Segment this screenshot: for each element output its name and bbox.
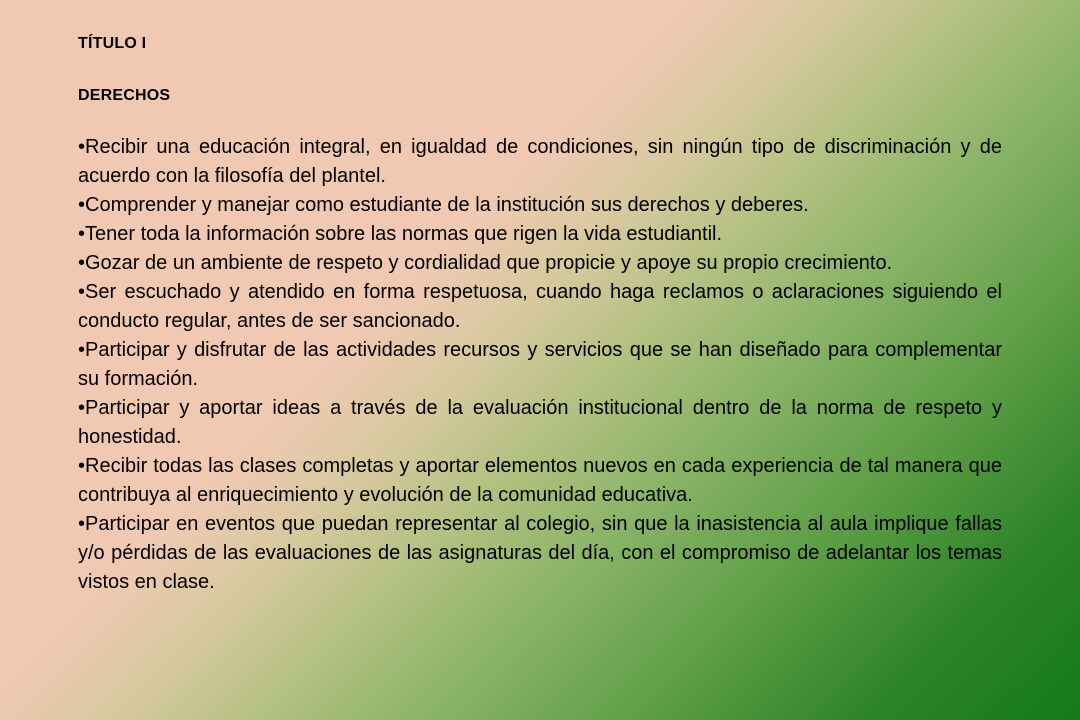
right-item: •Ser escuchado y atendido en forma respetuosa, cuando haga reclamos o aclaraciones siguiendo el conducto regular, antes de ser sancionado. <box>78 281 1002 332</box>
slide <box>78 0 1002 720</box>
right-item: •Recibir una educación integral, en igualdad de condiciones, sin ningún tipo de discriminación y de acuerdo con la filosofía del plantel. <box>78 136 1002 187</box>
rights-list <box>78 133 1002 597</box>
right-item: •Gozar de un ambiente de respeto y cordialidad que propicie y apoye su propio crecimiento. <box>78 252 893 274</box>
right-item: •Participar y disfrutar de las actividades recursos y servicios que se han diseñado para complementar su formación. <box>78 339 1002 390</box>
right-item: •Recibir todas las clases completas y aportar elementos nuevos en cada experiencia de tal manera que contribuya al enriquecimiento y evolución de la comunidad educativa. <box>78 455 1002 506</box>
right-item: •Tener toda la información sobre las normas que rigen la vida estudiantil. <box>78 223 723 245</box>
document-title: TÍTULO I <box>78 35 147 52</box>
right-item: •Participar y aportar ideas a través de la evaluación institucional dentro de la norma de respeto y honestidad. <box>78 397 1002 448</box>
section-subtitle: DERECHOS <box>78 87 171 104</box>
right-item: •Comprender y manejar como estudiante de la institución sus derechos y deberes. <box>78 194 809 216</box>
right-item: •Participar en eventos que puedan representar al colegio, sin que la inasistencia al aula implique fallas y/o pérdidas de las evaluaciones de las asignaturas del día, con el compromiso de adelantar los temas vistos en clase. <box>78 513 1002 593</box>
